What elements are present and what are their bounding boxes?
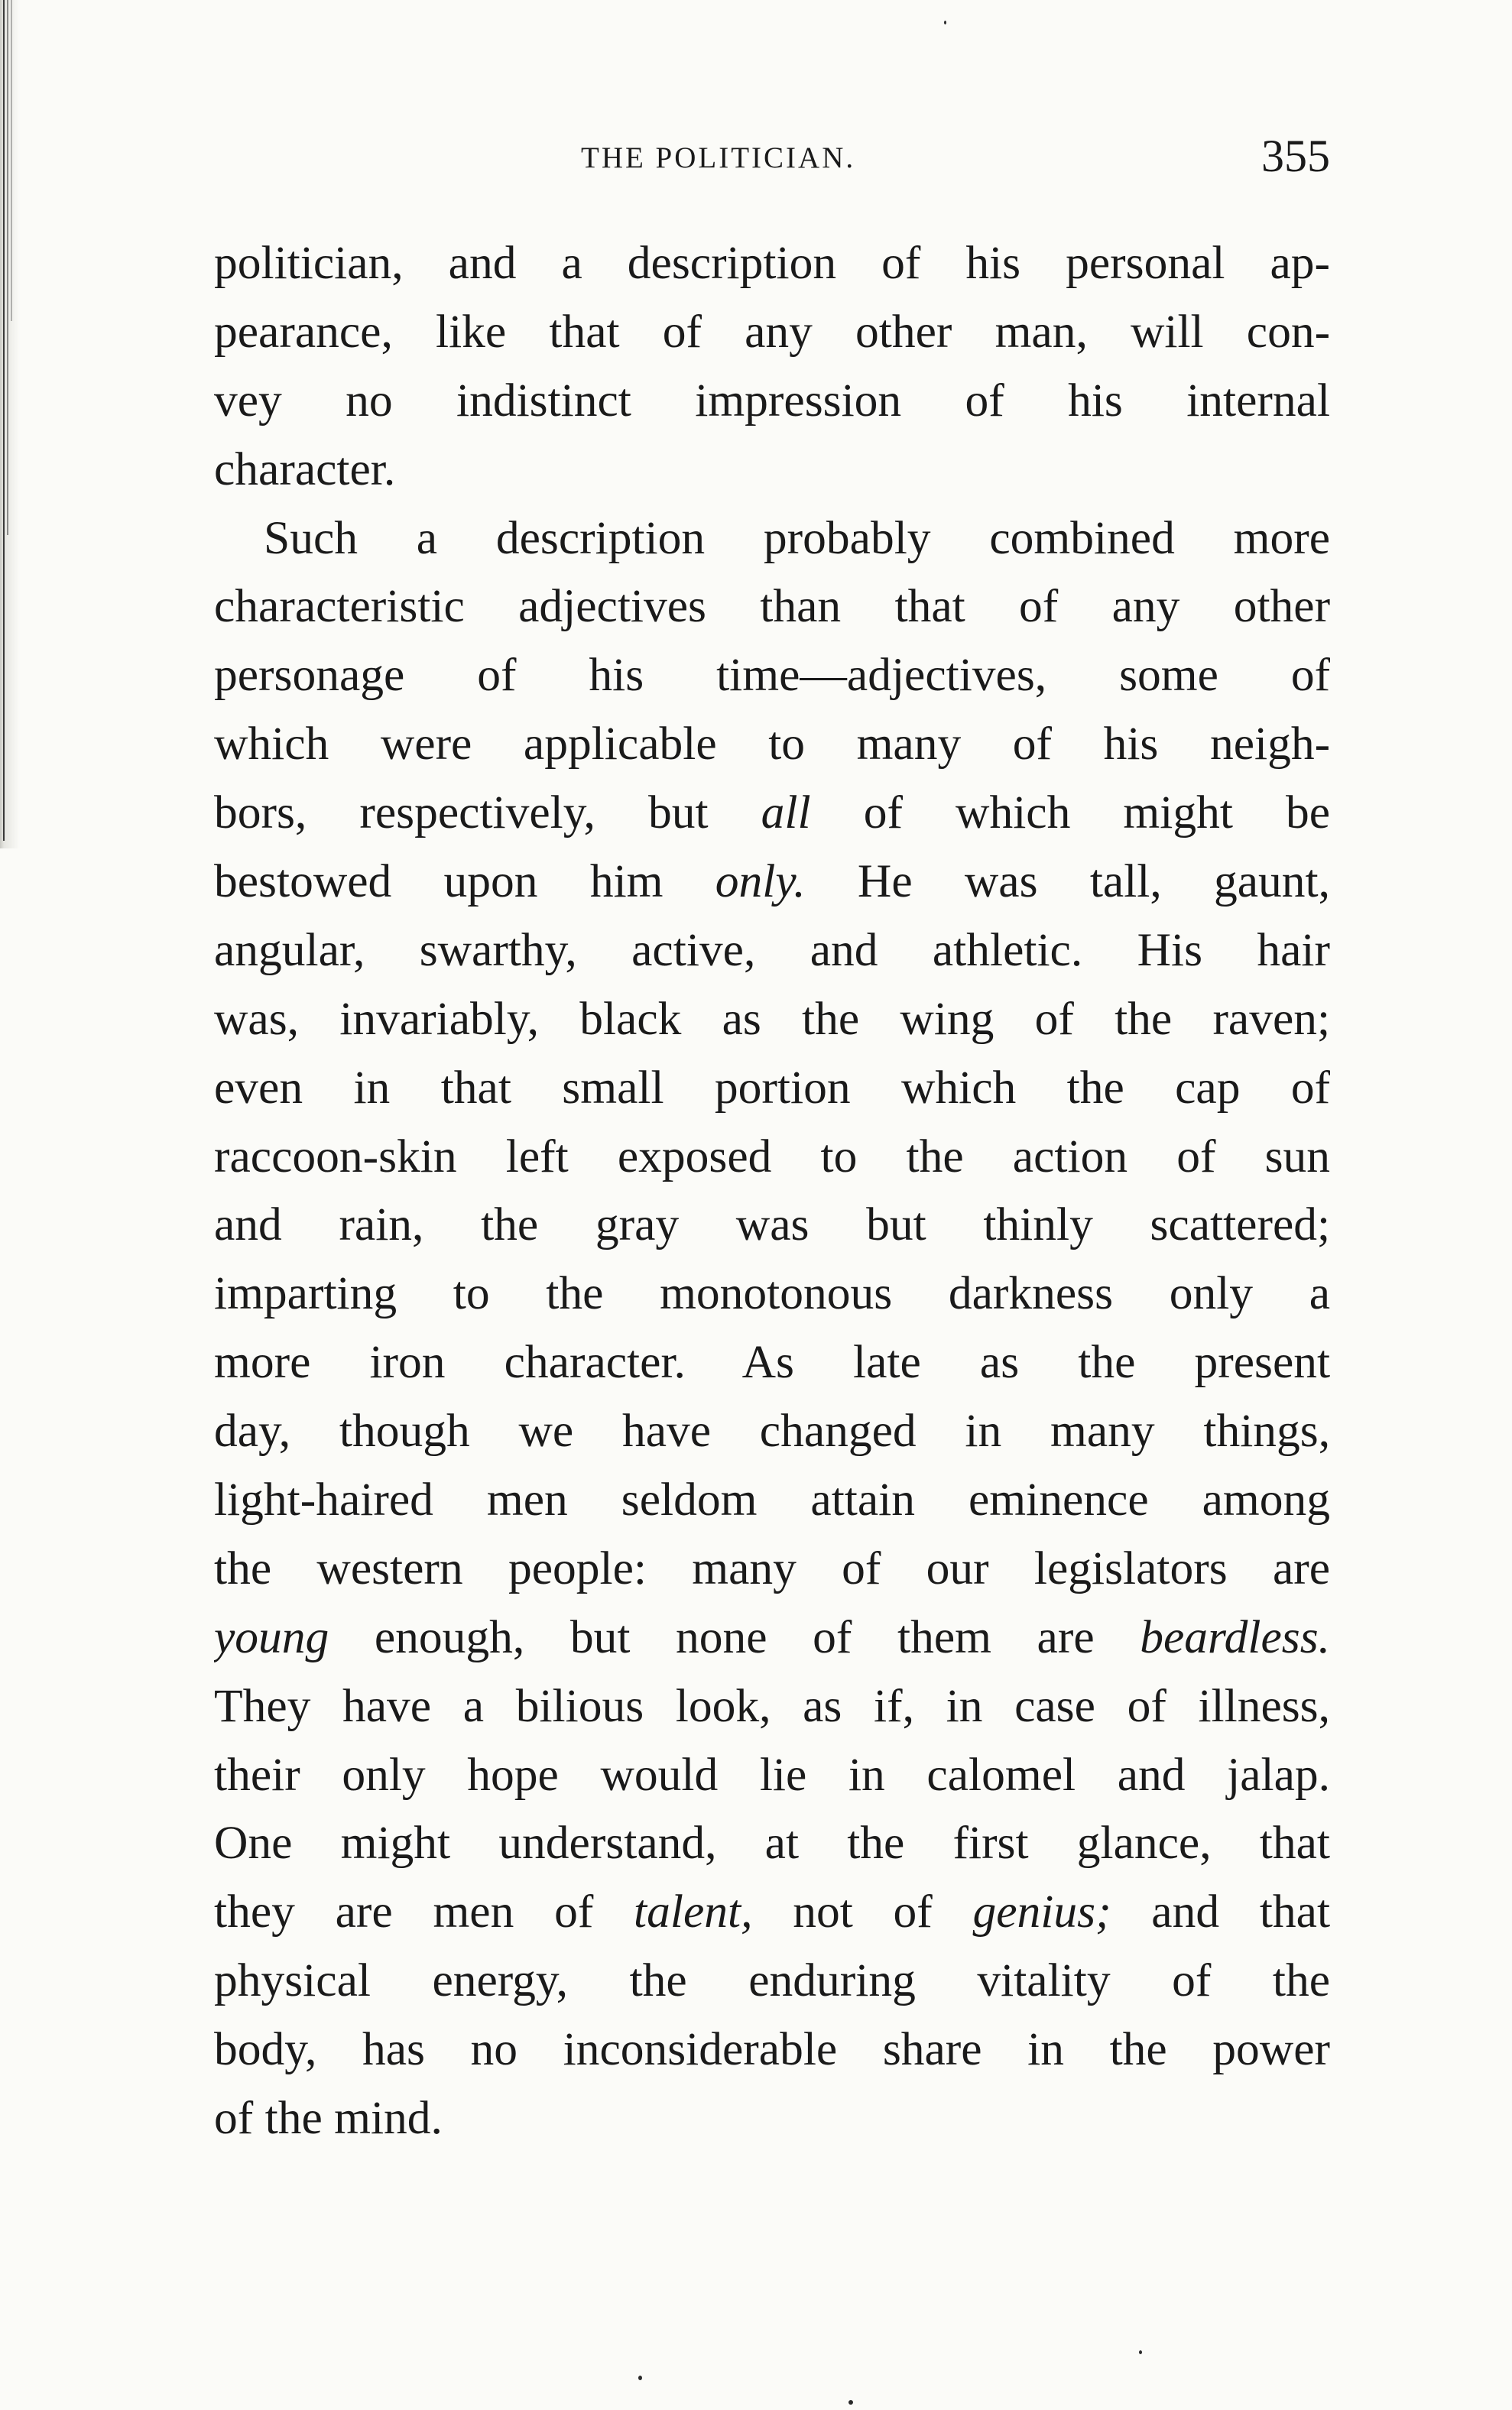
text-line: bestowed upon him only. He was tall, gaunt, [214,855,1330,908]
text-line: pearance, like that of any other man, will con- [214,305,1330,358]
text-line: raccoon-skin left exposed to the action of sun [214,1130,1330,1182]
text-line: They have a bilious look, as if, in case of illness, [214,1679,1330,1732]
text-line: light-haired men seldom attain eminence among [214,1474,1330,1526]
text-line: their only hope would lie in calomel and jalap. [214,1748,1330,1801]
text-line: angular, swarthy, active, and athletic. His hair [214,923,1330,976]
text-line: was, invariably, black as the wing of the raven; [214,992,1330,1045]
running-title: THE POLITICIAN. [581,141,856,174]
text-line: personage of his time—adjectives, some of [214,649,1330,702]
text-line: more iron character. As late as the present [214,1336,1330,1389]
print-speck [848,2400,853,2405]
text-line: day, though we have changed in many things, [214,1405,1330,1458]
text-line: physical energy, the enduring vitality of the [214,1954,1330,2007]
text-line: bors, respectively, but all of which might be [214,787,1330,839]
text-line: even in that small portion which the cap of [214,1061,1330,1114]
binding-shadow-line [11,0,12,321]
binding-shadow-line [7,0,8,535]
print-speck [638,2376,642,2380]
binding-shadow-line [3,0,5,841]
print-speck [944,21,946,24]
text-line: character. [214,443,396,495]
text-line: characteristic adjectives than that of any other [214,580,1330,633]
text-line: of the mind. [214,2092,443,2145]
text-line: Such a description probably combined more [264,511,1330,564]
text-line: politician, and a description of his personal ap- [214,237,1330,289]
text-line: the western people: many of our legislators are [214,1542,1330,1594]
text-line: One might understand, at the first glance, that [214,1817,1330,1870]
text-line: imparting to the monotonous darkness only a [214,1267,1330,1320]
body-text [214,229,1330,2153]
text-line: which were applicable to many of his neigh- [214,718,1330,770]
text-line: young enough, but none of them are beardless. [214,1610,1330,1663]
text-line: vey no indistinct impression of his internal [214,374,1330,427]
text-line: body, has no inconsiderable share in the power [214,2023,1330,2076]
print-speck [1139,2350,1142,2354]
page-number: 355 [1261,131,1330,181]
text-line: they are men of talent, not of genius; and that [214,1886,1330,1938]
text-line: and rain, the gray was but thinly scattered; [214,1199,1330,1251]
running-head [214,131,1330,190]
